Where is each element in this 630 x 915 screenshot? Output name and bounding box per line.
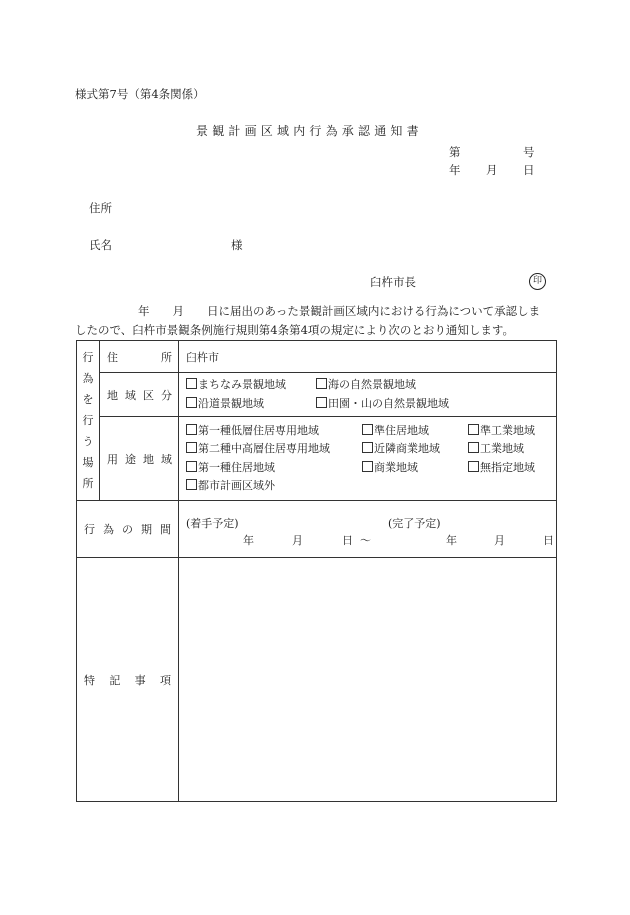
checkbox-icon [468,424,479,435]
remarks-row-label: 特 記 事 項 [77,558,179,802]
body-text-line1: 年 月 日に届出のあった景観計画区域内における行為について承認しま [138,304,541,318]
checkbox-icon [316,397,327,408]
checkbox-icon [186,461,197,472]
checkbox-icon [468,461,479,472]
seal-icon: 印 [529,273,546,290]
start-month: 月 [292,534,303,547]
use-zone-option[interactable]: 都市計画区域外 [186,477,275,496]
use-zone-option[interactable]: 近隣商業地域 [362,440,468,459]
start-day: 日 [342,534,353,547]
use-zone-option[interactable]: 準工業地域 [468,422,535,441]
end-month: 月 [494,534,505,547]
date-year: 年 [449,163,461,177]
period-separator: ～ [360,534,371,547]
location-group-label: 行 為 を 行 う 場 所 [77,341,100,501]
checkbox-icon [316,378,327,389]
checkbox-icon [186,424,197,435]
use-zone-option[interactable]: 第一種低層住居専用地域 [186,422,362,441]
period-row-label: 行 為 の 期 間 [77,501,179,558]
use-zone-option[interactable]: 工業地域 [468,440,524,459]
use-zone-options [179,417,557,501]
checkbox-icon [468,442,479,453]
use-zone-option[interactable]: 商業地域 [362,459,468,478]
district-row-label: 地 域 区 分 [100,373,179,417]
checkbox-icon [186,442,197,453]
checkbox-icon [186,479,197,490]
end-year: 年 [446,534,457,547]
date-month: 月 [486,163,498,177]
period-value [179,501,557,558]
use-zone-option[interactable]: 第二種中高層住居専用地域 [186,440,362,459]
notification-table [76,340,557,802]
start-label: (着手予定) [186,517,239,530]
number-prefix: 第 [449,145,461,159]
use-zone-row-label: 用 途 地 域 [100,417,179,501]
district-option[interactable]: まちなみ景観地域 [186,376,316,395]
number-suffix: 号 [523,145,535,159]
use-zone-option[interactable]: 準住居地域 [362,422,468,441]
checkbox-icon [186,397,197,408]
checkbox-icon [362,424,373,435]
use-zone-option[interactable]: 第一種住居地域 [186,459,362,478]
district-option[interactable]: 海の自然景観地域 [316,376,416,395]
district-options [179,373,557,417]
district-option[interactable]: 田園・山の自然景観地域 [316,395,449,414]
body-text-line2: したので、臼杵市景観条例施行規則第4条第4項の規定により次のとおり通知します。 [75,323,514,337]
checkbox-icon [362,442,373,453]
date-day: 日 [523,163,535,177]
form-number: 様式第7号（第4条関係） [75,87,205,101]
checkbox-icon [362,461,373,472]
address-row-label: 住 所 [100,341,179,373]
district-option[interactable]: 沿道景観地域 [186,395,316,414]
remarks-field[interactable] [179,558,557,802]
checkbox-icon [186,378,197,389]
start-year: 年 [243,534,254,547]
honorific: 様 [231,238,243,252]
issuer-title: 臼杵市長 [370,275,416,289]
address-label: 住所 [89,201,112,215]
use-zone-option[interactable]: 無指定地域 [468,459,535,478]
name-label: 氏名 [89,238,112,252]
end-label: (完了予定) [388,517,441,530]
end-day: 日 [543,534,554,547]
address-value: 臼杵市 [179,341,557,373]
document-title: 景観計画区域内行為承認通知書 [196,124,423,138]
